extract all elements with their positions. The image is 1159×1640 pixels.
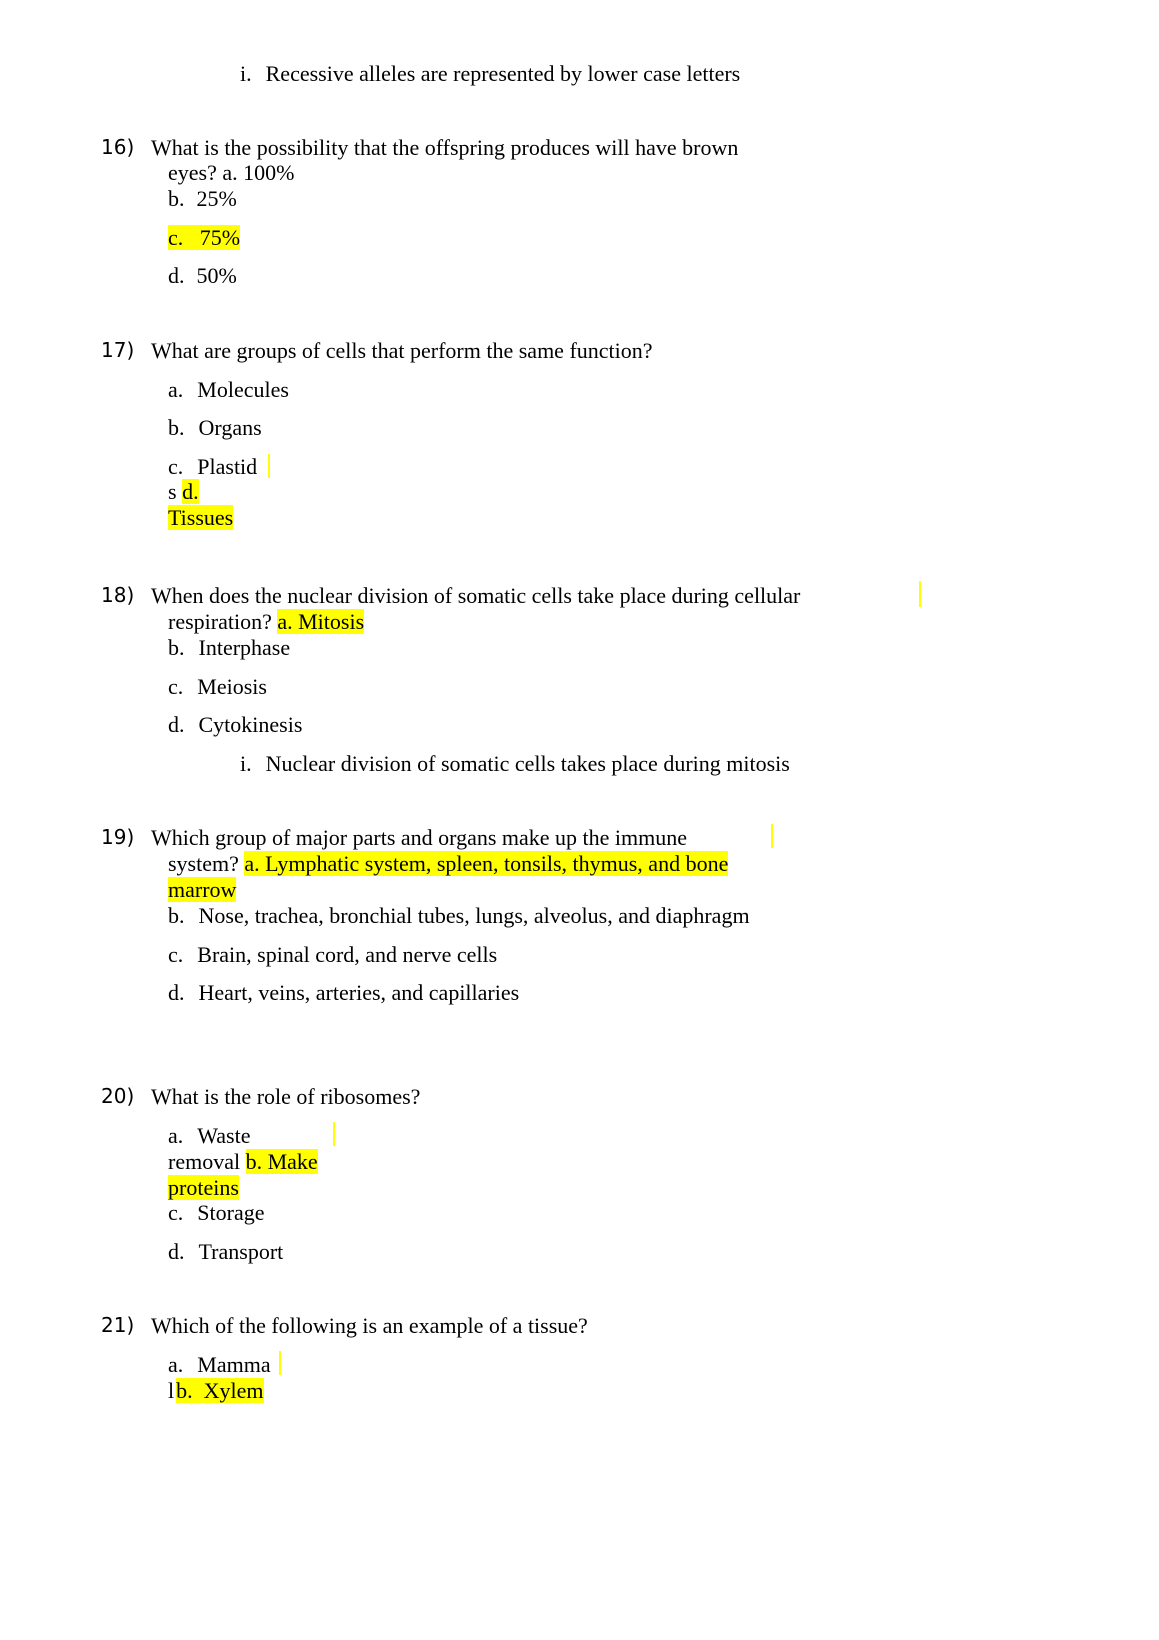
question-number: 17) bbox=[101, 338, 135, 362]
answer-option-c: c. Meiosis bbox=[168, 674, 267, 699]
answer-option-a-highlighted: a. Lymphatic system, spleen, tonsils, thymus, and bone bbox=[244, 851, 729, 876]
question-number: 16) bbox=[101, 135, 135, 159]
answer-option-b: b. 25% bbox=[168, 186, 237, 211]
answer-option-a: a. Molecules bbox=[168, 377, 289, 402]
question-text-continued: respiration? a. Mitosis bbox=[168, 609, 365, 634]
answer-option-c: c. Plastid bbox=[168, 454, 258, 479]
question-text: Which of the following is an example of a tissue? bbox=[151, 1313, 588, 1338]
answer-option-a-highlighted: a. Mitosis bbox=[277, 609, 365, 634]
answer-option-b: b. Organs bbox=[168, 415, 262, 440]
answer-option-b-highlighted: b. Xylem bbox=[176, 1378, 264, 1403]
answer-option-a: a. Waste bbox=[168, 1123, 251, 1148]
question-text: What is the possibility that the offspring produces will have brown bbox=[151, 135, 739, 160]
answer-option-c: c. Brain, spinal cord, and nerve cells bbox=[168, 942, 498, 967]
question-text: What are groups of cells that perform the same function? bbox=[151, 338, 653, 363]
question-text-continued: eyes? a. 100% bbox=[168, 160, 295, 185]
question-text: Which group of major parts and organs make up the immune bbox=[151, 825, 688, 850]
answer-option-d: d. Transport bbox=[168, 1239, 284, 1264]
answer-option-b: b. Interphase bbox=[168, 635, 291, 660]
highlight-marker bbox=[333, 1122, 335, 1146]
highlight-marker bbox=[771, 824, 773, 848]
answer-option-b: b. Nose, trachea, bronchial tubes, lungs, alveolus, and diaphragm bbox=[168, 903, 750, 928]
answer-note: i. Nuclear division of somatic cells takes place during mitosis bbox=[240, 751, 790, 776]
question-number: 21) bbox=[101, 1313, 135, 1337]
highlight-marker bbox=[279, 1351, 281, 1375]
answer-note: i. Recessive alleles are represented by lower case letters bbox=[240, 61, 741, 86]
highlight-marker bbox=[919, 581, 921, 607]
answer-option-d-highlighted: s d. bbox=[168, 479, 199, 504]
question-number: 20) bbox=[101, 1084, 135, 1108]
question-number: 19) bbox=[101, 825, 135, 849]
answer-option-d: d. Cytokinesis bbox=[168, 712, 303, 737]
answer-option-b-highlighted: b. Make bbox=[245, 1149, 318, 1174]
answer-option-d: d. 50% bbox=[168, 263, 237, 288]
answer-option-a-continued: marrow bbox=[168, 877, 237, 902]
answer-option-a-continued: lb. Xylem bbox=[168, 1378, 264, 1403]
answer-option-c: c. Storage bbox=[168, 1200, 265, 1225]
question-text-continued: system? a. Lymphatic system, spleen, tonsils, thymus, and bone bbox=[168, 851, 729, 876]
question-text: When does the nuclear division of somatic cells take place during cellular bbox=[151, 583, 801, 608]
highlight-marker bbox=[268, 454, 270, 478]
answer-option-a-continued: removal b. Make bbox=[168, 1149, 318, 1174]
answer-option-b-continued: proteins bbox=[168, 1175, 239, 1200]
answer-option-d: d. Heart, veins, arteries, and capillaries bbox=[168, 980, 520, 1005]
question-text: What is the role of ribosomes? bbox=[151, 1084, 421, 1109]
answer-option-d-text: Tissues bbox=[168, 505, 234, 530]
answer-option-c-highlighted: c. 75% bbox=[168, 225, 241, 250]
question-number: 18) bbox=[101, 583, 135, 607]
answer-option-a: a. Mamma bbox=[168, 1352, 271, 1377]
